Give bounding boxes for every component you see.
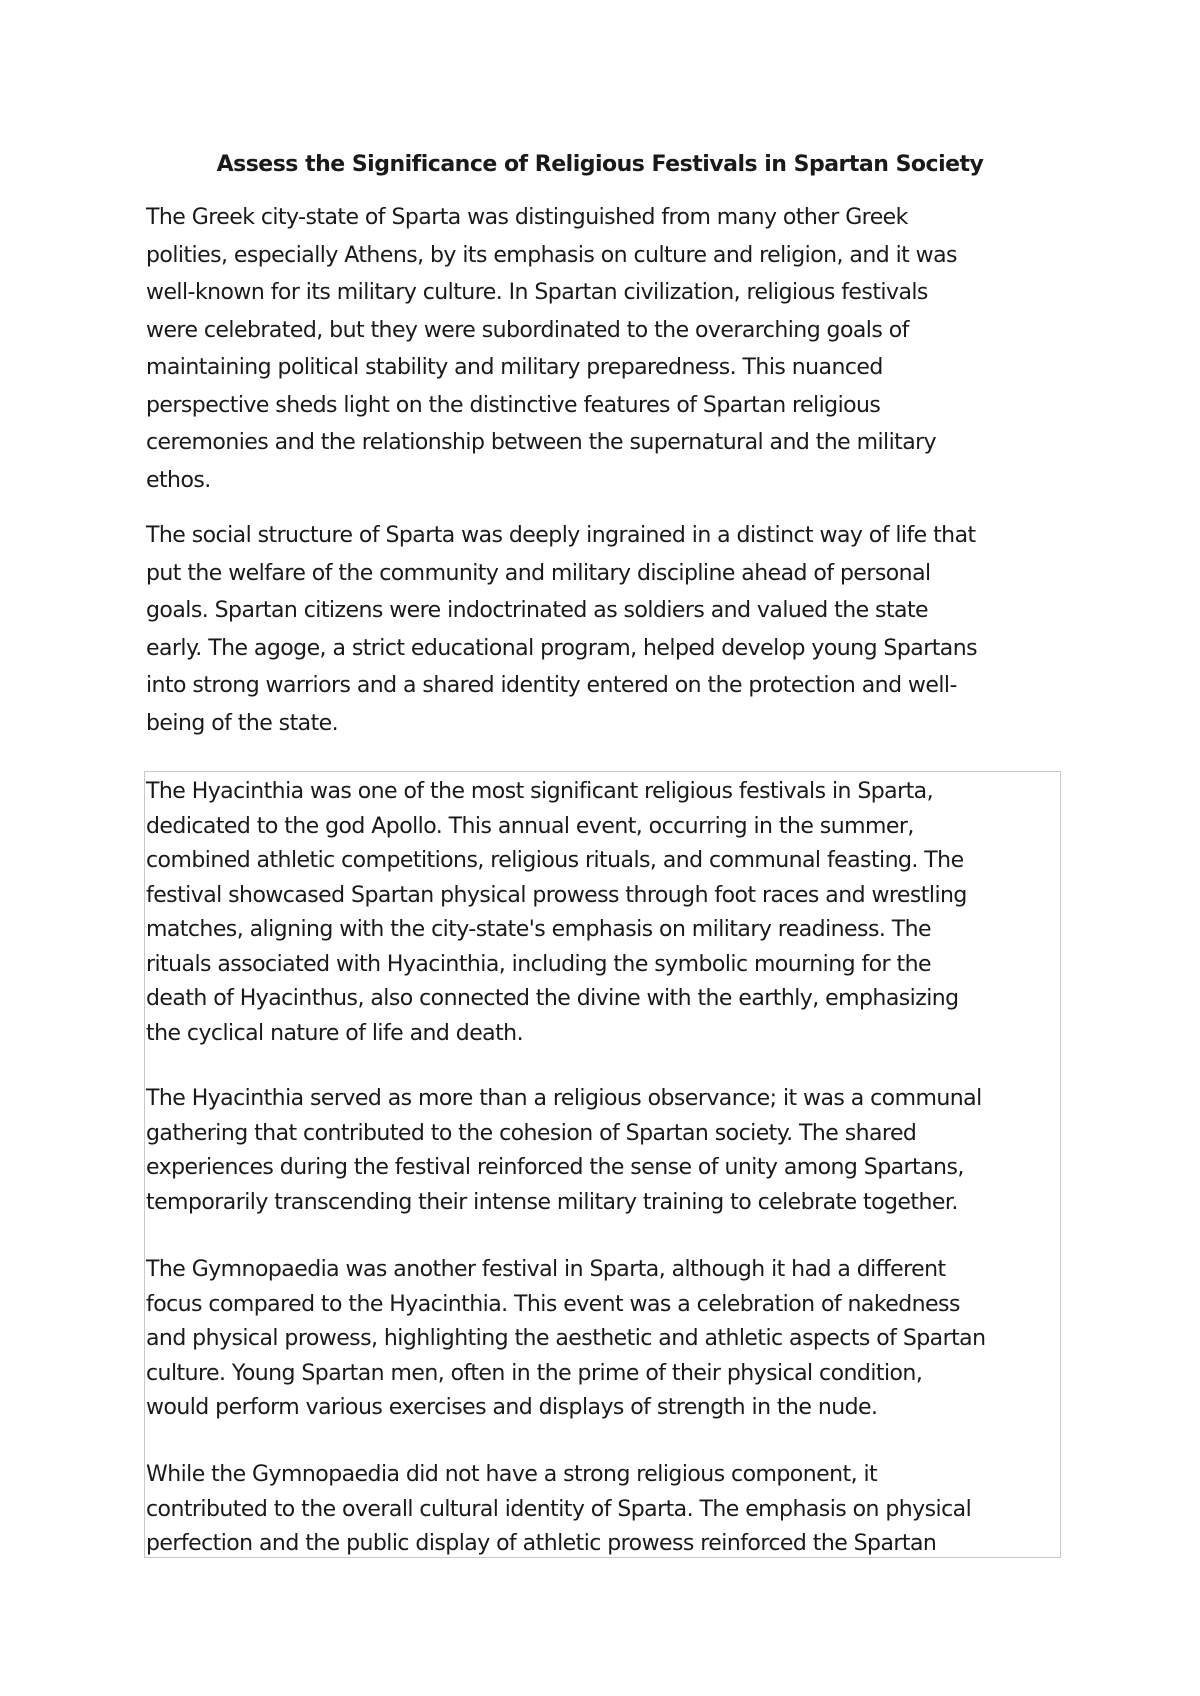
- document-title: Assess the Significance of Religious Festivals in Spartan Society: [216, 152, 984, 177]
- paragraph-hyacinthia: The Hyacinthia was one of the most significant religious festivals in Sparta, dedicated to the god Apollo. This annual event, occurring in the summer, combined athletic competitions, religious rituals, and communal feasting. The festival showcased Spartan physical prowess through foot races and wrestling matches, aligning with the city-state's emphasis on military readiness. The rituals associated with Hyacinthia, including the symbolic mourning for the death of Hyacinthus, also connected the divine with the earthly, emphasizing the cyclical nature of life and death.: [146, 779, 967, 1046]
- paragraph-gymnopaedia-identity: While the Gymnopaedia did not have a strong religious component, it contributed to the overall cultural identity of Sparta. The emphasis on physical perfection and the public display of athletic prowess reinforced the Spartan: [146, 1462, 972, 1556]
- paragraph-gymnopaedia: The Gymnopaedia was another festival in Sparta, although it had a different focus compared to the Hyacinthia. This event was a celebration of nakedness and physical prowess, highlighting the aesthetic and athletic aspects of Spartan culture. Young Spartan men, often in the prime of their physical condition, would perform various exercises and displays of strength in the nude.: [146, 1257, 986, 1420]
- paragraph-social-structure: The social structure of Sparta was deeply ingrained in a distinct way of life that put the welfare of the community and military discipline ahead of personal goals. Spartan citizens were indoctrinated as soldiers and valued the state early. The agoge, a strict educational program, helped develop young Spartans into strong warriors and a shared identity entered on the protection and well- being of the state.: [146, 523, 978, 736]
- paragraph-intro: The Greek city-state of Sparta was distinguished from many other Greek polities, especially Athens, by its emphasis on culture and religion, and it was well-known for its military culture. In Spartan civilization, religious festivals were celebrated, but they were subordinated to the overarching goals of maintaining political stability and military preparedness. This nuanced perspective sheds light on the distinctive features of Spartan religious ceremonies and the relationship between the supernatural and the military ethos.: [146, 205, 957, 493]
- paragraph-hyacinthia-cohesion: The Hyacinthia served as more than a religious observance; it was a communal gathering that contributed to the cohesion of Spartan society. The shared experiences during the festival reinforced the sense of unity among Spartans, temporarily transcending their intense military training to celebrate together.: [146, 1086, 982, 1215]
